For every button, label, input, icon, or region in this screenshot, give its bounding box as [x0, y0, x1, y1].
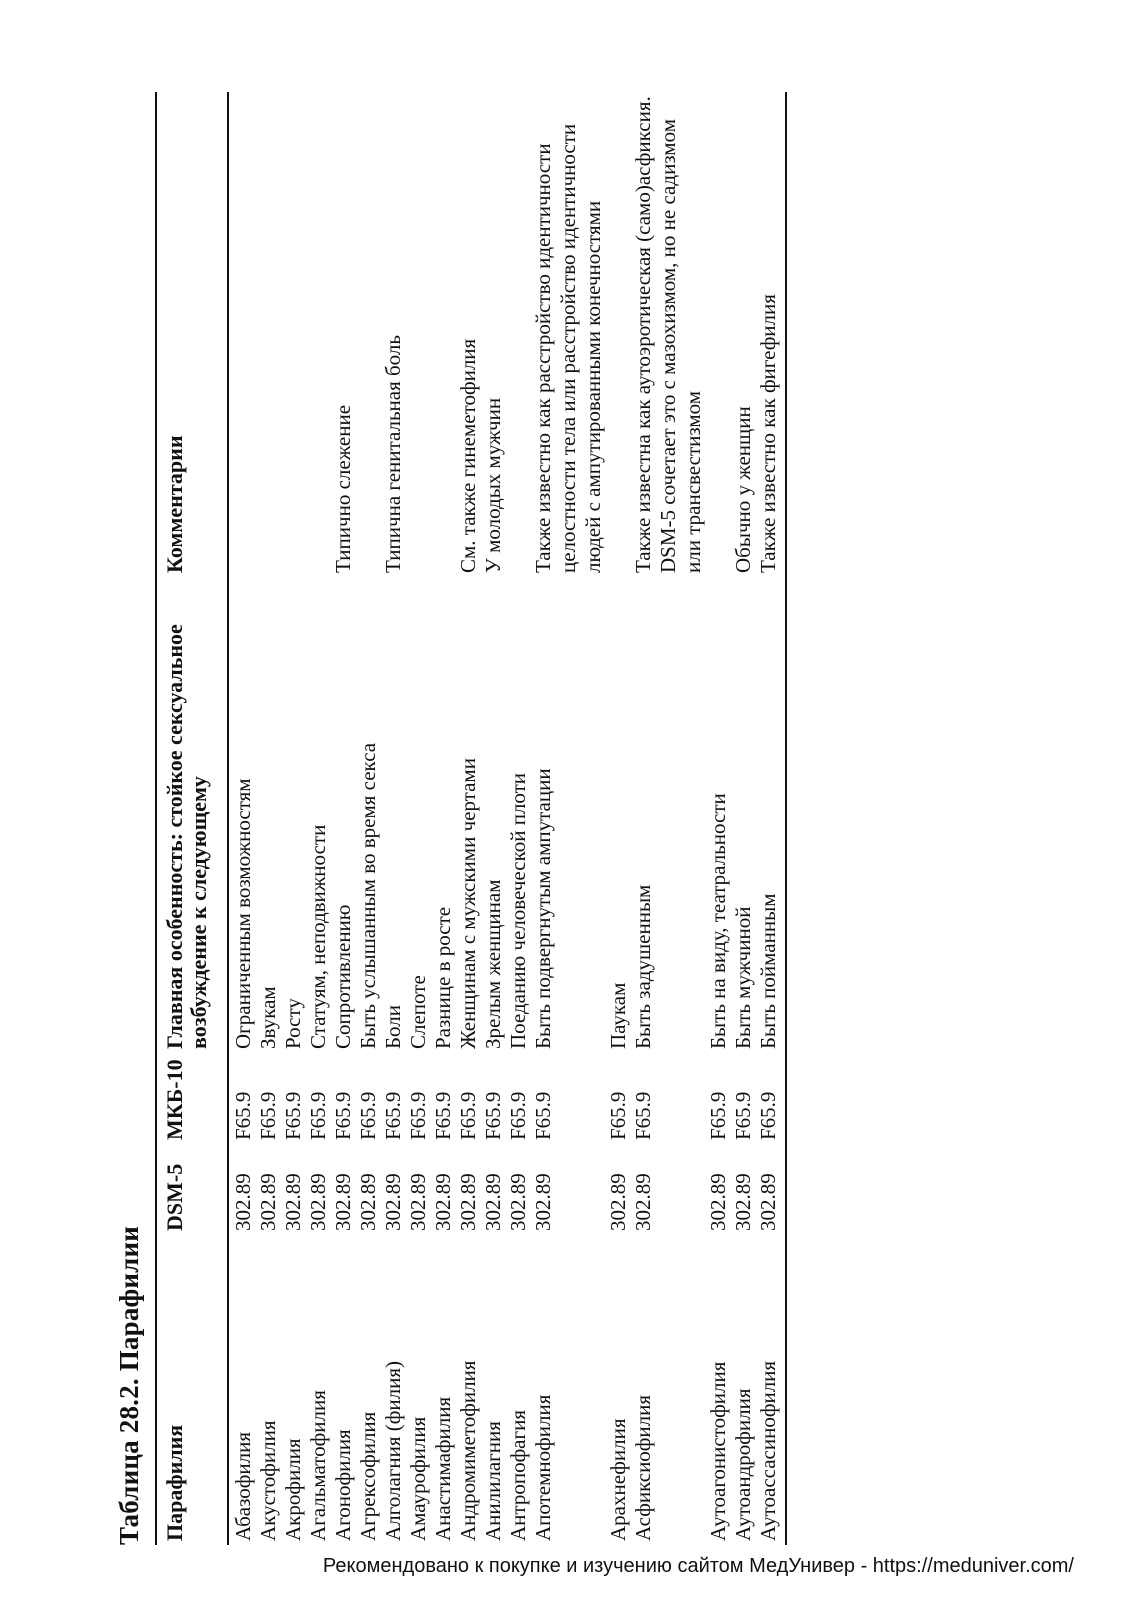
table-row [631, 92, 706, 1545]
cell-comment: Типично слежение [331, 404, 355, 573]
cell-icd10: F65.9 [356, 1091, 380, 1140]
table-row [531, 92, 606, 1545]
cell-comment: Обычно у женщин [731, 406, 755, 573]
cell-icd10: F65.9 [281, 1091, 305, 1140]
cell-main-feature: Зрелым женщинам [481, 879, 505, 1049]
cell-main-feature: Быть на виду, театральности [706, 793, 730, 1049]
cell-comment: Также известно как фигефилия [756, 92, 786, 577]
cell-dsm5: 302.89 [356, 1173, 380, 1231]
cell-paraphilia: Акрофилия [281, 1438, 305, 1541]
cell-icd10: F65.9 [756, 1053, 786, 1144]
cell-paraphilia: Агрексофилия [356, 1411, 380, 1541]
cell-icd10: F65.9 [406, 1091, 430, 1140]
cell-icd10: F65.9 [706, 1091, 730, 1140]
cell-dsm5: 302.89 [481, 1173, 505, 1231]
table-row [756, 92, 786, 1545]
table-row [606, 92, 631, 1545]
cell-main-feature: Быть пойманным [756, 577, 786, 1053]
cell-main-feature: Женщинам с мужскими чертами [456, 758, 480, 1049]
cell-paraphilia: Аутоагонистофилия [706, 1361, 730, 1541]
cell-icd10: F65.9 [456, 1091, 480, 1140]
cell-comment [431, 92, 456, 577]
cell-dsm5: 302.89 [606, 1173, 630, 1231]
paraphilia-table [155, 92, 787, 1545]
cell-dsm5: 302.89 [506, 1173, 530, 1231]
table-row [706, 92, 731, 1545]
table-row [356, 92, 381, 1545]
table-row [506, 92, 531, 1545]
cell-dsm5: 302.89 [631, 1173, 655, 1231]
cell-main-feature: Разнице в росте [431, 906, 455, 1049]
cell-paraphilia: Апотемнофилия [531, 1394, 555, 1541]
cell-paraphilia: Агонофилия [331, 1429, 355, 1541]
cell-main-feature: Ограниченным возможностям [231, 778, 255, 1049]
footer-recommendation: Рекомендовано к покупке и изучению сайтом МедУнивер - https://meduniver.com/ [322, 1555, 1074, 1577]
table-row [431, 92, 456, 1545]
cell-comment [506, 92, 531, 577]
cell-paraphilia: Андромиметофилия [456, 1360, 480, 1541]
cell-dsm5: 302.89 [431, 1173, 455, 1231]
cell-main-feature: Быть подвергнутым ампутации [531, 768, 555, 1049]
cell-main-feature: Паукам [606, 982, 630, 1049]
cell-icd10: F65.9 [731, 1091, 755, 1140]
table-row [281, 92, 306, 1545]
table-row [731, 92, 756, 1545]
cell-dsm5: 302.89 [756, 1144, 786, 1235]
cell-comment [228, 92, 256, 577]
cell-paraphilia: Анилилагния [481, 1421, 505, 1541]
cell-icd10: F65.9 [531, 1091, 555, 1140]
cell-main-feature: Звукам [256, 986, 280, 1049]
cell-main-feature: Поеданию человеческой плоти [506, 772, 530, 1049]
cell-comment: У молодых мужчин [481, 397, 505, 573]
cell-icd10: F65.9 [606, 1091, 630, 1140]
cell-dsm5: 302.89 [731, 1173, 755, 1231]
table-header-row [156, 92, 228, 1545]
cell-dsm5: 302.89 [406, 1173, 430, 1231]
rotated-page [100, 85, 1100, 1545]
header-dsm5: DSM-5 [156, 1144, 228, 1235]
cell-dsm5: 302.89 [456, 1173, 480, 1231]
table-row [406, 92, 431, 1545]
cell-main-feature: Быть мужчиной [731, 906, 755, 1049]
cell-paraphilia: Амаурофилия [406, 1416, 430, 1541]
cell-icd10: F65.9 [381, 1091, 405, 1140]
cell-icd10: F65.9 [256, 1091, 280, 1140]
cell-icd10: F65.9 [506, 1091, 530, 1140]
cell-icd10: F65.9 [231, 1091, 255, 1140]
cell-comment [306, 92, 331, 577]
cell-paraphilia: Аутоассасинофилия [756, 1235, 786, 1545]
cell-paraphilia: Анастимафилия [431, 1396, 455, 1541]
cell-dsm5: 302.89 [256, 1173, 280, 1231]
cell-main-feature: Слепоте [406, 975, 430, 1049]
cell-paraphilia: Агальматофилия [306, 1390, 330, 1541]
cell-icd10: F65.9 [331, 1091, 355, 1140]
cell-main-feature: Статуям, неподвижности [306, 824, 330, 1049]
cell-main-feature: Сопротивлению [331, 904, 355, 1049]
cell-dsm5: 302.89 [231, 1173, 255, 1231]
cell-comment: Также известна как аутоэротическая (само)асфиксия. DSM-5 сочетает это с мазохизмом, но не садизмом или трансвестизмом [631, 96, 705, 573]
table-row [381, 92, 406, 1545]
cell-paraphilia: Аутоандрофилия [731, 1388, 755, 1541]
cell-icd10: F65.9 [431, 1091, 455, 1140]
cell-comment [606, 92, 631, 577]
cell-dsm5: 302.89 [706, 1173, 730, 1231]
table-row [331, 92, 356, 1545]
cell-comment [256, 92, 281, 577]
cell-comment [406, 92, 431, 577]
header-icd10: МКБ-10 [156, 1053, 228, 1144]
cell-dsm5: 302.89 [531, 1173, 555, 1231]
cell-main-feature: Быть услышанным во время секса [356, 742, 380, 1049]
cell-paraphilia: Асфиксиофилия [631, 1394, 655, 1541]
cell-comment [706, 92, 731, 577]
cell-comment [281, 92, 306, 577]
table-row [306, 92, 331, 1545]
cell-dsm5: 302.89 [381, 1173, 405, 1231]
table-title: Таблица 28.2. Парафилии [114, 1225, 144, 1545]
header-main-feature: Главная особенность: стойкое сексуальное возбуждение к следующему [156, 577, 228, 1053]
cell-main-feature: Быть задушенным [631, 884, 655, 1049]
cell-paraphilia: Акустофилия [256, 1420, 280, 1541]
header-comments: Комментарии [156, 92, 228, 577]
cell-dsm5: 302.89 [306, 1173, 330, 1231]
cell-dsm5: 302.89 [331, 1173, 355, 1231]
table-body [228, 92, 786, 1545]
cell-icd10: F65.9 [481, 1091, 505, 1140]
cell-paraphilia: Абазофилия [231, 1432, 255, 1541]
table-row [256, 92, 281, 1545]
cell-comment: Также известно как расстройство идентичности целостности тела или расстройство идентичности людей с ампутированными конечностями [531, 123, 605, 573]
cell-main-feature: Росту [281, 998, 305, 1049]
cell-dsm5: 302.89 [281, 1173, 305, 1231]
cell-comment: Типична генитальная боль [381, 335, 405, 573]
cell-icd10: F65.9 [631, 1091, 655, 1140]
cell-paraphilia: Арахнефилия [606, 1418, 630, 1541]
cell-paraphilia: Антропофагия [506, 1409, 530, 1541]
table-row [228, 92, 256, 1545]
table-row [456, 92, 481, 1545]
table-row [481, 92, 506, 1545]
cell-main-feature: Боли [381, 1005, 405, 1049]
cell-comment: См. также гинеметофилия [456, 338, 480, 573]
header-paraphilia: Парафилия [156, 1235, 228, 1545]
cell-paraphilia: Алголагния (филия) [381, 1361, 405, 1541]
cell-icd10: F65.9 [306, 1091, 330, 1140]
cell-comment [356, 92, 381, 577]
